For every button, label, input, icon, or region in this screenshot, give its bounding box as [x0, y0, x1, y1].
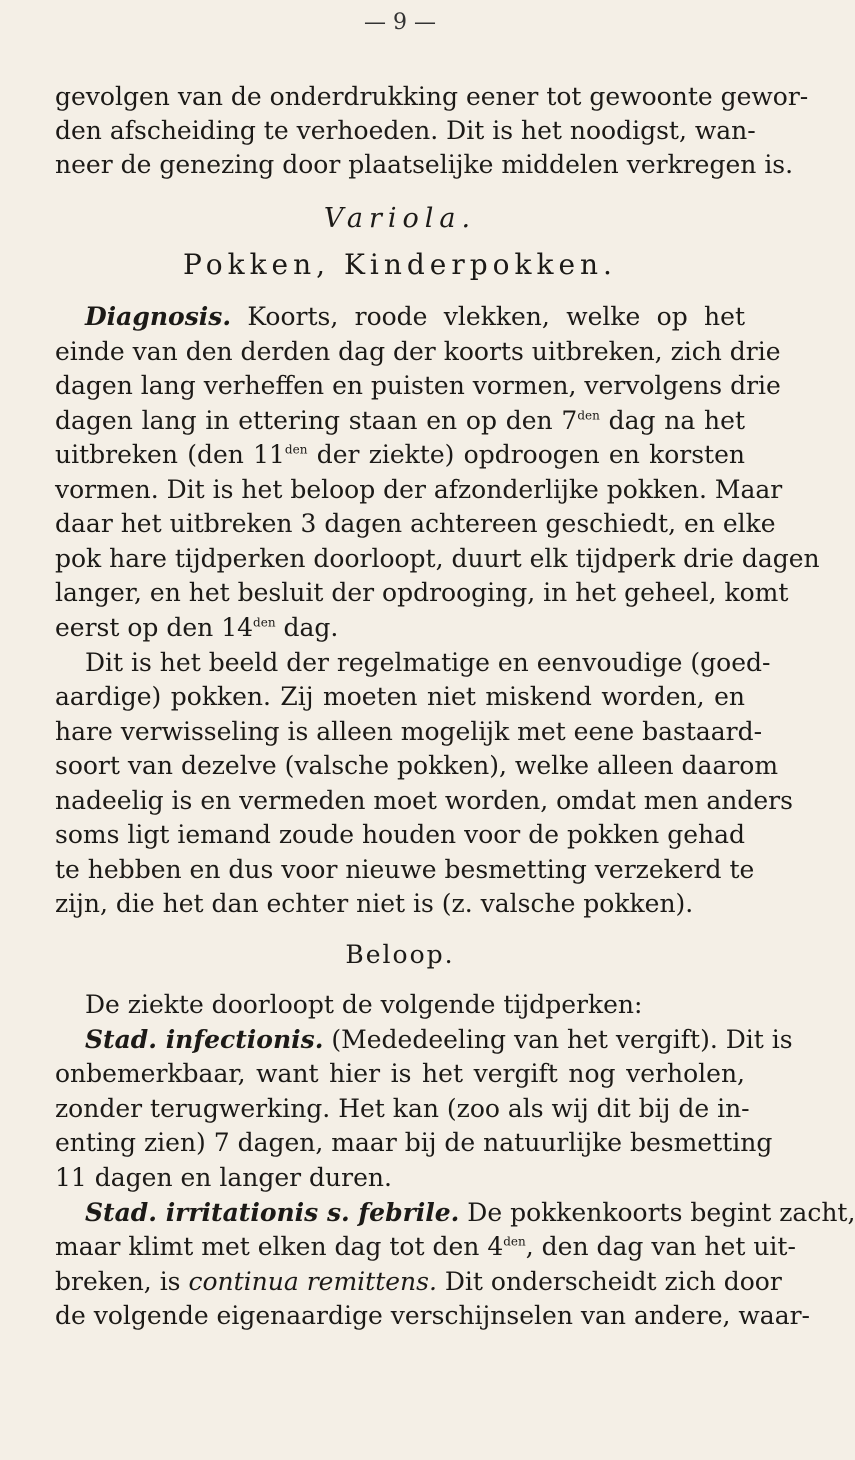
- text-line: de volgende eigenaardige verschijnselen van andere, waar-: [55, 1301, 810, 1330]
- text-span: (Mededeeling van het vergift). Dit is: [323, 1025, 793, 1054]
- superscript: den: [577, 408, 600, 423]
- text-span: dag.: [275, 613, 339, 642]
- superscript: den: [503, 1234, 526, 1249]
- text-span: dagen lang in ettering staan en op den 7: [55, 406, 578, 435]
- text-span: , den dag van het uit-: [525, 1232, 796, 1261]
- text-line: pok hare tijdperken doorloopt, duurt elk tijdperk drie dagen: [55, 544, 820, 573]
- text-line: neer de genezing door plaatselijke middelen verkregen is.: [55, 150, 794, 179]
- text-span: De pokkenkoorts begint zacht,: [459, 1198, 855, 1227]
- text-line: hare verwisseling is alleen mogelijk met eene bastaard-: [55, 717, 763, 746]
- text-line: zijn, die het dan echter niet is (z. valsche pokken).: [55, 889, 694, 918]
- text-line: aardige) pokken. Zij moeten niet miskend worden, en: [55, 682, 745, 711]
- section-subtitle: Pokken, Kinderpokken.: [183, 248, 617, 281]
- text-span: dag na het: [599, 406, 746, 435]
- diagnosis-term: Diagnosis.: [85, 302, 232, 331]
- text-span: Koorts, roode vlekken, welke op het: [231, 302, 745, 331]
- text-line: vormen. Dit is het beloop der afzonderlijke pokken. Maar: [55, 475, 783, 504]
- text-line: zonder terugwerking. Het kan (zoo als wij dit bij de in-: [55, 1094, 750, 1123]
- text-line: [55, 1267, 782, 1297]
- stage-infectionis-line: [55, 1025, 793, 1055]
- text-line: gevolgen van de onderdrukking eener tot gewoonte gewor-: [55, 82, 809, 111]
- text-line: einde van den derden dag der koorts uitbreken, zich drie: [55, 337, 781, 366]
- text-line: De ziekte doorloopt de volgende tijdperken:: [85, 990, 643, 1019]
- text-line: [55, 613, 745, 643]
- text-span: uitbreken (den 11: [55, 440, 285, 469]
- italic-term: continua remittens.: [188, 1267, 437, 1296]
- subsection-heading: Beloop.: [345, 940, 455, 969]
- text-line: onbemerkbaar, want hier is het vergift nog verholen,: [55, 1059, 745, 1088]
- text-line: [55, 1232, 796, 1262]
- diagnosis-line: [55, 302, 745, 332]
- stage-irritationis-line: [55, 1198, 855, 1228]
- text-line: [55, 440, 745, 470]
- text-span: maar klimt met elken dag tot den 4: [55, 1232, 504, 1261]
- text-line: enting zien) 7 dagen, maar bij de natuurlijke besmetting: [55, 1128, 773, 1157]
- superscript: den: [284, 442, 308, 457]
- text-line: soms ligt iemand zoude houden voor de pokken gehad: [55, 820, 745, 849]
- text-span: der ziekte) opdroogen en korsten: [307, 440, 745, 469]
- text-line: den afscheiding te verhoeden. Dit is het noodigst, wan-: [55, 116, 756, 145]
- text-line: soort van dezelve (valsche pokken), welke alleen daarom: [55, 751, 779, 780]
- text-line: langer, en het besluit der opdrooging, in het geheel, komt: [55, 578, 789, 607]
- text-line: dagen lang verheffen en puisten vormen, vervolgens drie: [55, 371, 781, 400]
- text-line: te hebben en dus voor nieuwe besmetting verzekerd te: [55, 855, 755, 884]
- text-line: Dit is het beeld der regelmatige en eenvoudige (goed-: [85, 648, 771, 677]
- superscript: den: [253, 615, 276, 630]
- stage-term: Stad. infectionis.: [85, 1025, 324, 1054]
- stage-term: Stad. irritationis s. febrile.: [85, 1198, 460, 1227]
- text-line: 11 dagen en langer duren.: [55, 1163, 392, 1192]
- text-line: daar het uitbreken 3 dagen achtereen geschiedt, en elke: [55, 509, 776, 538]
- text-span: eerst op den 14: [55, 613, 254, 642]
- text-span: Dit onderscheidt zich door: [436, 1267, 782, 1296]
- text-line: nadeelig is en vermeden moet worden, omdat men anders: [55, 786, 793, 815]
- text-line: [55, 406, 745, 436]
- page-number: — 9 —: [364, 10, 436, 35]
- text-span: breken, is: [55, 1267, 189, 1296]
- section-title: Variola.: [323, 203, 477, 234]
